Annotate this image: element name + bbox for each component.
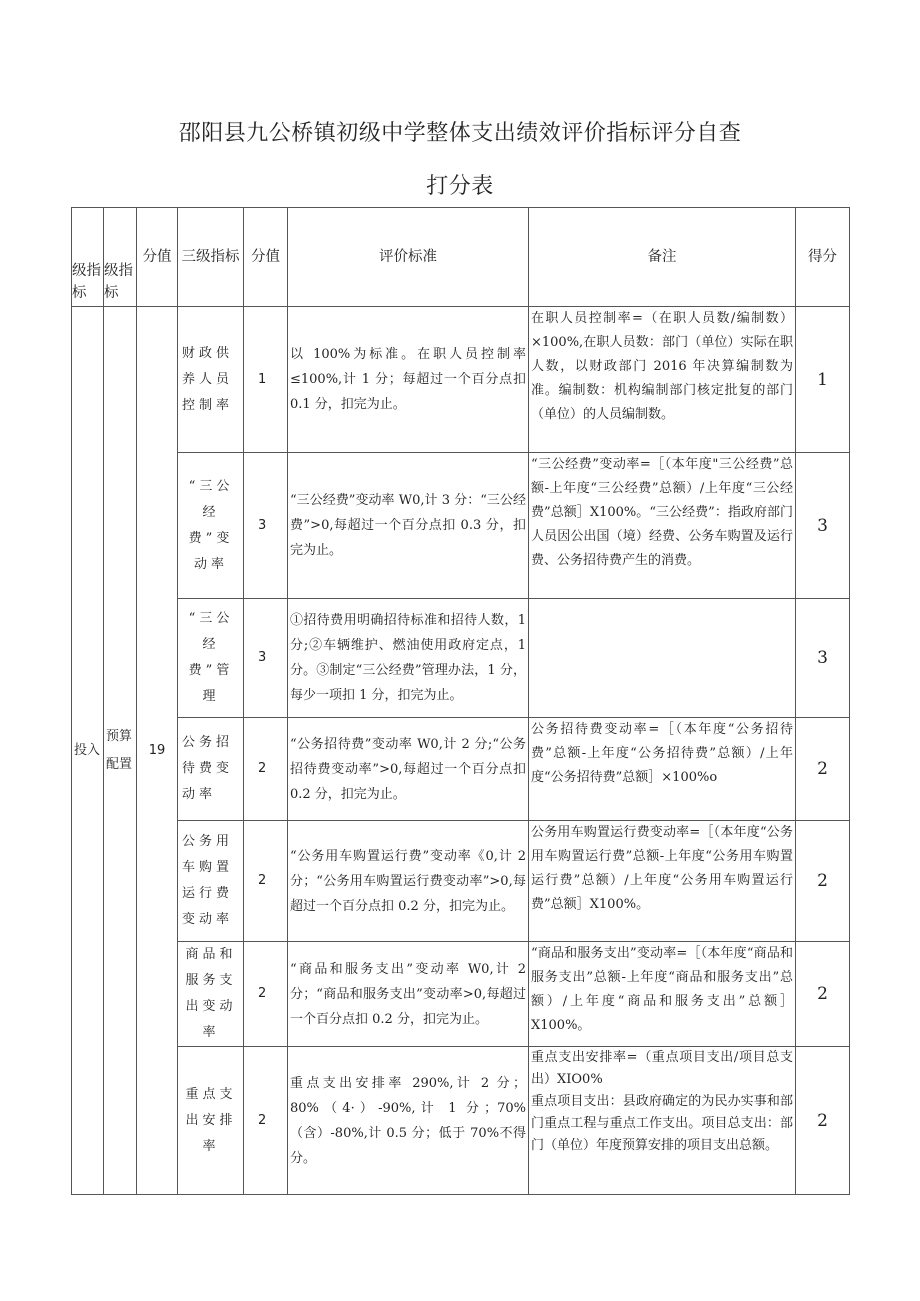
- indicator-score: 1: [244, 307, 288, 453]
- indicator-cell: “三公经费”管理: [178, 599, 244, 718]
- header-score3: 分值: [244, 208, 288, 307]
- indicator-cell: 财政供养人员控制率: [178, 307, 244, 453]
- note-cell: [529, 599, 796, 718]
- criteria-cell: “商品和服务支出”变动率 W0,计 2 分；“商品和服务支出”变动率>0,每超过一个百分点扣 0.2 分，扣完为止。: [288, 942, 529, 1047]
- criteria-cell: ①招待费用明确招待标准和招待人数，1 分;②车辆维护、燃油使用政府定点，1 分。③制定“三公经费”管理办法，1 分，每少一项扣 1 分，扣完为止。: [288, 599, 529, 718]
- page-title: 邵阳县九公桥镇初级中学整体支出绩效评价指标评分自查: [178, 121, 742, 146]
- header-level2: 级指标: [104, 208, 137, 307]
- indicator-cell: 公务用车购置运行费变动率: [178, 821, 244, 942]
- note-cell: 重点支出安排率=（重点项目支出/项目总支出）XIO0% 重点项目支出：县政府确定的为民办实事和部门重点工程与重点工作支出。项目总支出：部门（单位）年度预算安排的项目支出总额。: [529, 1047, 796, 1195]
- criteria-cell: “三公经费”变动率 W0,计 3 分：“三公经费”>0,每超过一个百分点扣 0.3 分，扣完为止。: [288, 453, 529, 599]
- table-row: [72, 453, 850, 599]
- level2-cell: 预算配置: [104, 307, 137, 1195]
- indicator-score: 2: [244, 718, 288, 821]
- note-cell: 在职人员控制率=（在职人员数/编制数）×100%,在职人员数：部门（单位）实际在职人数，以财政部门 2016 年决算编制数为准。编制数：机构编制部门核定批复的部门（单位）的人员编制数。: [529, 307, 796, 453]
- got-score: 2: [796, 821, 850, 942]
- header-criteria: 评价标准: [288, 208, 529, 307]
- header-got: 得分: [796, 208, 850, 307]
- got-score: 2: [796, 1047, 850, 1195]
- got-score: 3: [796, 599, 850, 718]
- table-row: [72, 942, 850, 1047]
- indicator-cell: “三公经费”变动率: [178, 453, 244, 599]
- table-row: [72, 1047, 850, 1195]
- note-cell: “商品和服务支出”变动率=［（本年度“商品和服务支出”总额-上年度“商品和服务支出”总额）/上年度“商品和服务支出”总额］X100%。: [529, 942, 796, 1047]
- criteria-cell: “公务招待费”变动率 W0,计 2 分;“公务招待费变动率”>0,每超过一个百分点扣 0.2 分，扣完为止。: [288, 718, 529, 821]
- criteria-cell: “公务用车购置运行费”变动率《0,计 2 分；“公务用车购置运行费变动率”>0,每超过一个百分点扣 0.2 分，扣完为止。: [288, 821, 529, 942]
- got-score: 3: [796, 453, 850, 599]
- page-subtitle: 打分表: [426, 174, 494, 199]
- header-level3: 三级指标: [178, 208, 244, 307]
- criteria-cell: 以 100%为标准。在职人员控制率≤100%,计 1 分；每超过一个百分点扣 0.1 分，扣完为止。: [288, 307, 529, 453]
- got-score: 2: [796, 718, 850, 821]
- table-row: [72, 718, 850, 821]
- table-row: [72, 307, 850, 453]
- note-cell: “三公经费”变动率=［（本年度"三公经费”总额-上年度“三公经费”总额）/上年度“三公经费”总额］X100%。“三公经费”：指政府部门人员因公出国（境）经费、公务车购置及运行费、公务招待费产生的消费。: [529, 453, 796, 599]
- score-table: [71, 207, 850, 1195]
- table-row: [72, 821, 850, 942]
- header-score2: 分值: [137, 208, 178, 307]
- note-cell: 公务招待费变动率=［（本年度“公务招待费”总额-上年度“公务招待费”总额）/上年度“公务招待费”总额］×100%o: [529, 718, 796, 821]
- level1-cell: 投入: [72, 307, 104, 1195]
- note-cell: 公务用车购置运行费变动率=［（本年度“公务用车购置运行费”总额-上年度“公务用车购置运行费”总额）/上年度“公务用车购置运行费”总额］X100%。: [529, 821, 796, 942]
- table-row: [72, 599, 850, 718]
- header-row: [72, 208, 850, 307]
- header-level1: 级指标: [72, 208, 104, 307]
- indicator-score: 2: [244, 1047, 288, 1195]
- got-score: 1: [796, 307, 850, 453]
- indicator-cell: 公务招待费变动率: [178, 718, 244, 821]
- criteria-cell: 重点支出安排率 290%,计 2 分；80%（4·）-90%,计 1 分；70%（含）-80%,计 0.5 分；低于 70%不得分。: [288, 1047, 529, 1195]
- indicator-score: 3: [244, 453, 288, 599]
- got-score: 2: [796, 942, 850, 1047]
- indicator-score: 3: [244, 599, 288, 718]
- indicator-cell: 重点支出安排率: [178, 1047, 244, 1195]
- indicator-score: 2: [244, 821, 288, 942]
- level2-score: 19: [137, 307, 178, 1195]
- indicator-score: 2: [244, 942, 288, 1047]
- indicator-cell: 商品和服务支出变动率: [178, 942, 244, 1047]
- header-note: 备注: [529, 208, 796, 307]
